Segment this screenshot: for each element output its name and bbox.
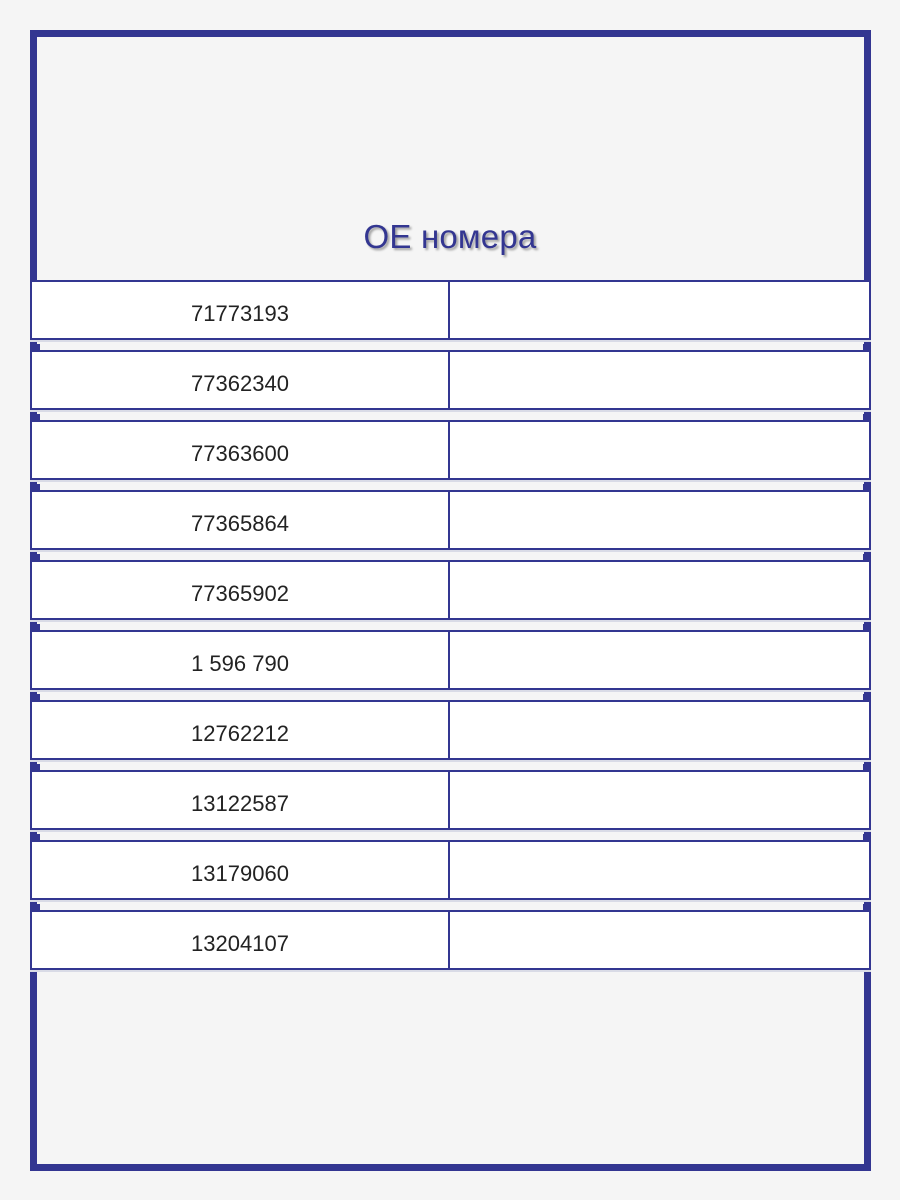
oe-number-cell: 13204107 xyxy=(32,912,450,968)
page-title: OE номера xyxy=(363,218,537,255)
empty-cell xyxy=(450,632,869,688)
empty-cell xyxy=(450,912,869,968)
oe-number-cell: 77365902 xyxy=(32,562,450,618)
empty-cell xyxy=(450,352,869,408)
table-row xyxy=(30,560,871,620)
empty-cell xyxy=(450,492,869,548)
oe-number-cell: 13122587 xyxy=(32,772,450,828)
table-row xyxy=(30,490,871,550)
empty-cell xyxy=(450,422,869,478)
oe-number-cell: 1 596 790 xyxy=(32,632,450,688)
table-row xyxy=(30,700,871,760)
empty-cell xyxy=(450,282,869,338)
empty-cell xyxy=(450,562,869,618)
table-row xyxy=(30,630,871,690)
empty-cell xyxy=(450,702,869,758)
table-row xyxy=(30,280,871,340)
empty-cell xyxy=(450,772,869,828)
oe-number-cell: 71773193 xyxy=(32,282,450,338)
oe-number-cell: 77363600 xyxy=(32,422,450,478)
oe-number-cell: 13179060 xyxy=(32,842,450,898)
oe-number-cell: 12762212 xyxy=(32,702,450,758)
empty-cell xyxy=(450,842,869,898)
table-row xyxy=(30,420,871,480)
table-row xyxy=(30,350,871,410)
oe-number-cell: 77362340 xyxy=(32,352,450,408)
table-row xyxy=(30,910,871,970)
table-row xyxy=(30,840,871,900)
oe-number-cell: 77365864 xyxy=(32,492,450,548)
table-row xyxy=(30,770,871,830)
